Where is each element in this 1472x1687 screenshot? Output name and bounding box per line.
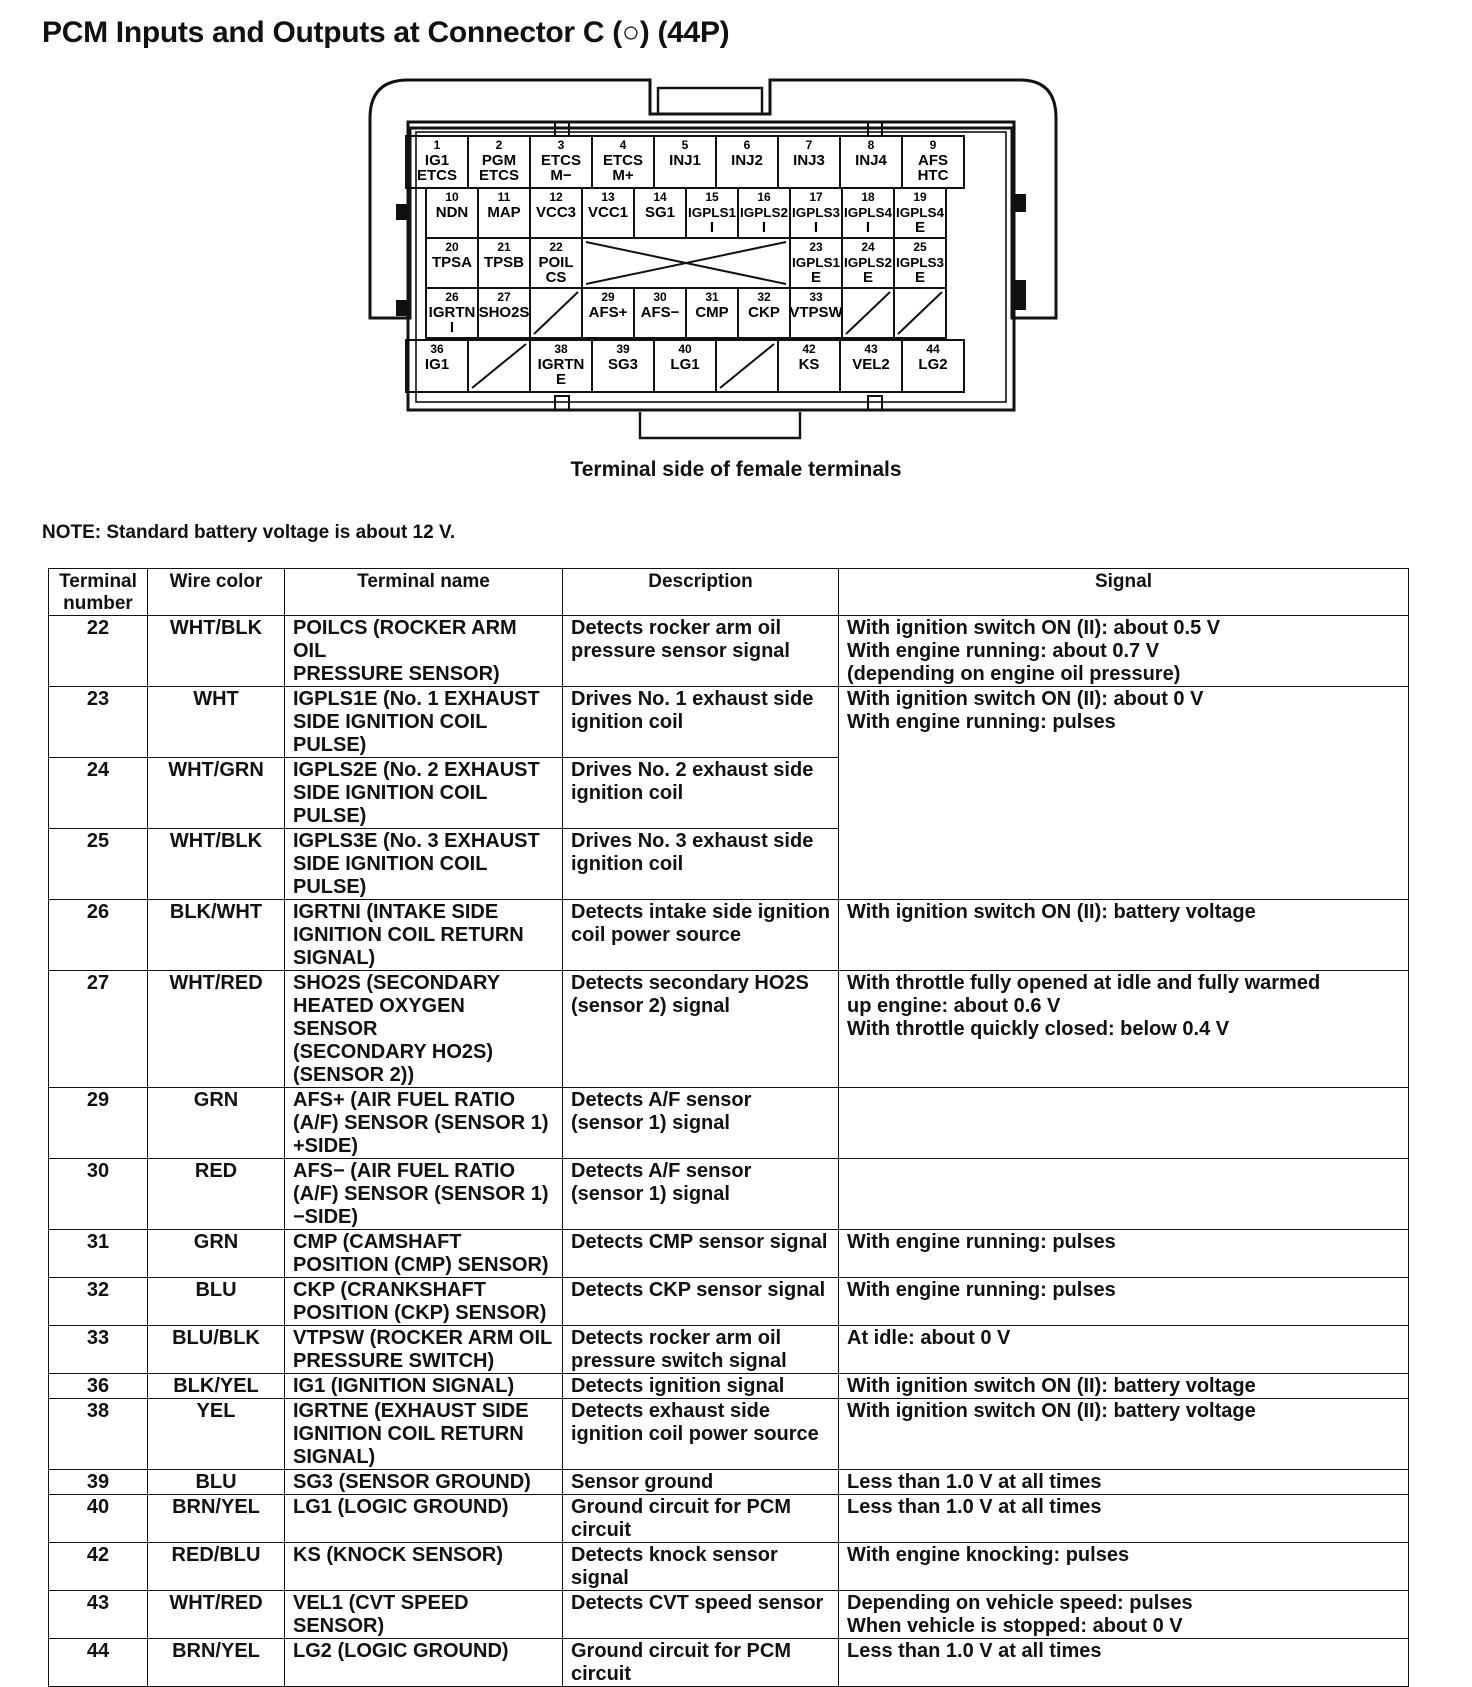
terminal-cell-44 (902, 340, 964, 392)
signal-cell: With ignition switch ON (II): battery voltage (839, 1399, 1409, 1470)
terminal-cell-label: E (914, 219, 926, 236)
terminal-cell-label: SG1 (644, 204, 676, 221)
terminal-cell-number: 16 (757, 190, 771, 204)
table-row (49, 758, 1409, 829)
signal-cell: With engine running: pulses (839, 1278, 1409, 1326)
terminal-cell-label: POIL (538, 254, 574, 271)
terminal-cell-label: M− (550, 167, 572, 184)
terminal-cell-30 (634, 288, 686, 338)
terminal-cell-32 (738, 288, 790, 338)
signal-cell (839, 1088, 1409, 1159)
terminal-number-cell: 40 (49, 1495, 148, 1543)
terminal-cell-12 (530, 188, 582, 238)
wire-color-cell: GRN (148, 1230, 285, 1278)
terminal-cell-17 (790, 188, 842, 238)
terminal-cell-39 (592, 340, 654, 392)
battery-voltage-note: NOTE: Standard battery voltage is about 12 V. (42, 522, 456, 543)
wire-color-cell: BLU (148, 1278, 285, 1326)
terminal-cell-number: 30 (653, 290, 667, 304)
wire-color-cell: BLK/YEL (148, 1374, 285, 1399)
wire-color-cell: RED (148, 1159, 285, 1230)
terminal-cell-label: E (914, 269, 926, 286)
terminal-cell-22 (530, 238, 582, 288)
terminal-cell-label: CMP (695, 304, 729, 321)
terminal-cell-label: E (862, 269, 874, 286)
terminal-cell-label: ETCS (602, 152, 644, 169)
terminal-cell-27 (478, 288, 530, 338)
terminal-cell-label: CKP (748, 304, 780, 321)
table-row (49, 1495, 1409, 1543)
signal-cell: Less than 1.0 V at all times (839, 1639, 1409, 1687)
terminal-cell-number: 25 (913, 240, 927, 254)
terminal-cell-label: E (810, 269, 822, 286)
signal-cell: With throttle fully opened at idle and fully warmed up engine: about 0.6 V With throttle quickly closed: below 0.4 V (839, 971, 1409, 1088)
signal-cell: With engine running: pulses (839, 1230, 1409, 1278)
description-cell: Drives No. 2 exhaust side ignition coil (563, 758, 839, 829)
signal-cell: With ignition switch ON (II): battery voltage (839, 1374, 1409, 1399)
terminal-cell-number: 5 (681, 138, 689, 152)
terminal-number-cell: 22 (49, 616, 148, 687)
signal-cell: With engine knocking: pulses (839, 1543, 1409, 1591)
terminal-cell-label: IGPLS4 (844, 205, 893, 220)
wire-color-cell: WHT/GRN (148, 758, 285, 829)
wire-color-cell: WHT/RED (148, 971, 285, 1088)
terminal-cell-13 (582, 188, 634, 238)
table-row (49, 1591, 1409, 1639)
terminal-number-cell: 25 (49, 829, 148, 900)
terminal-cell-label: SHO2S (478, 304, 530, 321)
terminal-cell-7 (778, 136, 840, 188)
terminal-cell-number: 21 (497, 240, 511, 254)
terminal-name-cell: IGRTNE (EXHAUST SIDE IGNITION COIL RETURN SIGNAL) (285, 1399, 563, 1470)
terminal-cell-label: CS (545, 269, 567, 286)
terminal-cell-number: 18 (861, 190, 875, 204)
terminal-cell-label: INJ4 (855, 152, 887, 169)
terminal-cell-number: 26 (445, 290, 459, 304)
terminal-cell-number: 24 (861, 240, 875, 254)
terminal-number-cell: 26 (49, 900, 148, 971)
terminal-cell-8 (840, 136, 902, 188)
wire-color-cell: YEL (148, 1399, 285, 1470)
table-row (49, 1230, 1409, 1278)
connector-caption: Terminal side of female terminals (570, 458, 902, 481)
terminal-cell-label: VTPSW (789, 304, 843, 321)
terminal-cell-18 (842, 188, 894, 238)
connector-housing (370, 80, 1056, 438)
terminal-cell-6 (716, 136, 778, 188)
terminal-cell-label: PGM (481, 152, 517, 169)
signal-cell: With ignition switch ON (II): battery voltage (839, 900, 1409, 971)
terminal-cell-11 (478, 188, 530, 238)
terminal-number-cell: 27 (49, 971, 148, 1088)
terminal-cell-number: 39 (616, 342, 630, 356)
terminal-cell-number: 43 (864, 342, 878, 356)
terminal-cell-number: 32 (757, 290, 771, 304)
terminal-cell-number: 17 (809, 190, 823, 204)
terminal-cell-label: AFS− (640, 304, 680, 321)
description-cell: Detects intake side ignition coil power source (563, 900, 839, 971)
terminal-number-cell: 29 (49, 1088, 148, 1159)
terminal-cell-2 (468, 136, 530, 188)
table-row (49, 1639, 1409, 1687)
terminal-name-cell: SG3 (SENSOR GROUND) (285, 1470, 563, 1495)
terminal-cell-number: 23 (809, 240, 823, 254)
terminal-cell-29 (582, 288, 634, 338)
header-description: Description (563, 569, 839, 616)
description-cell: Ground circuit for PCM circuit (563, 1495, 839, 1543)
terminal-cell-3 (530, 136, 592, 188)
terminal-cell-number: 7 (805, 138, 813, 152)
terminal-number-cell: 39 (49, 1470, 148, 1495)
signal-cell (839, 1159, 1409, 1230)
table-row (49, 900, 1409, 971)
terminal-cell-label: IGRTN (428, 304, 476, 321)
description-cell: Ground circuit for PCM circuit (563, 1639, 839, 1687)
terminal-cell-26 (426, 288, 478, 338)
terminal-cell-label: ETCS (478, 167, 520, 184)
terminal-number-cell: 43 (49, 1591, 148, 1639)
table-row (49, 1326, 1409, 1374)
header-signal: Signal (839, 569, 1409, 616)
terminal-cell-number: 14 (653, 190, 667, 204)
terminal-cell-label: LG1 (670, 356, 700, 373)
terminal-cell-label: VEL2 (852, 356, 890, 373)
terminal-cell-15 (686, 188, 738, 238)
terminal-cell-25 (894, 238, 946, 288)
description-cell: Detects rocker arm oil pressure sensor signal (563, 616, 839, 687)
terminal-cell-9 (902, 136, 964, 188)
table-row (49, 971, 1409, 1088)
terminal-cell-number: 19 (913, 190, 927, 204)
terminal-cell-number: 4 (619, 138, 627, 152)
terminal-cell-4 (592, 136, 654, 188)
terminal-cell-16 (738, 188, 790, 238)
terminal-name-cell: IGPLS1E (No. 1 EXHAUST SIDE IGNITION COIL PULSE) (285, 687, 563, 758)
terminal-cell-24 (842, 238, 894, 288)
terminal-cell-label: IGPLS1 (688, 205, 736, 220)
terminal-cell-label: E (555, 371, 567, 388)
header-terminal-number: Terminal number (49, 569, 148, 616)
terminal-cell-38 (530, 340, 592, 392)
description-cell: Detects CVT speed sensor (563, 1591, 839, 1639)
terminal-cell-label: INJ2 (731, 152, 763, 169)
terminal-cell-label: LG2 (918, 356, 948, 373)
terminal-cell-label: TPSB (483, 254, 525, 271)
terminal-number-cell: 33 (49, 1326, 148, 1374)
wire-color-cell: GRN (148, 1088, 285, 1159)
terminal-cell-20 (426, 238, 478, 288)
terminal-cell-number: 27 (497, 290, 511, 304)
wire-color-cell: WHT/BLK (148, 616, 285, 687)
description-cell: Detects A/F sensor (sensor 1) signal (563, 1159, 839, 1230)
signal-cell: With ignition switch ON (II): about 0.5 V With engine running: about 0.7 V (depending on engine oil pressure) (839, 616, 1409, 687)
terminal-name-cell: IG1 (IGNITION SIGNAL) (285, 1374, 563, 1399)
terminal-cell-label: VCC1 (587, 204, 629, 221)
table-body (49, 616, 1409, 1687)
wire-color-cell: BRN/YEL (148, 1495, 285, 1543)
description-cell: Detects A/F sensor (sensor 1) signal (563, 1088, 839, 1159)
description-cell: Detects rocker arm oil pressure switch signal (563, 1326, 839, 1374)
blank-slash (898, 292, 942, 334)
terminal-cell-31 (686, 288, 738, 338)
terminal-cell-label: IGPLS2 (844, 255, 892, 270)
description-cell: Detects ignition signal (563, 1374, 839, 1399)
signal-cell: Less than 1.0 V at all times (839, 1495, 1409, 1543)
page-title: PCM Inputs and Outputs at Connector C (○) (44P) (42, 16, 730, 49)
terminal-name-cell: VTPSW (ROCKER ARM OIL PRESSURE SWITCH) (285, 1326, 563, 1374)
terminal-cell-number: 38 (554, 342, 568, 356)
table-header-row (49, 569, 1409, 616)
terminal-cell-label: ETCS (540, 152, 582, 169)
wire-color-cell: BLU/BLK (148, 1326, 285, 1374)
terminal-number-cell: 42 (49, 1543, 148, 1591)
terminal-cell-label: ETCS (416, 167, 458, 184)
wire-color-cell: RED/BLU (148, 1543, 285, 1591)
terminal-cell-label: KS (798, 356, 820, 373)
terminal-cell-label: SG3 (607, 356, 639, 373)
terminal-cell-number: 12 (549, 190, 563, 204)
terminal-cell-21 (478, 238, 530, 288)
terminal-cell-number: 2 (495, 138, 503, 152)
terminal-cell-40 (654, 340, 716, 392)
terminal-cell-5 (654, 136, 716, 188)
terminal-name-cell: VEL1 (CVT SPEED SENSOR) (285, 1591, 563, 1639)
terminal-name-cell: KS (KNOCK SENSOR) (285, 1543, 563, 1591)
terminal-cell-label: VCC3 (535, 204, 577, 221)
terminal-cell-label: IGPLS3 (896, 255, 944, 270)
terminal-cell-label: I (813, 219, 819, 236)
wire-color-cell: BRN/YEL (148, 1639, 285, 1687)
terminal-cell-23 (790, 238, 842, 288)
table-row (49, 687, 1409, 758)
description-cell: Detects exhaust side ignition coil power source (563, 1399, 839, 1470)
terminal-cell-number: 3 (557, 138, 565, 152)
terminal-cell-number: 40 (678, 342, 692, 356)
terminal-cell-number: 15 (705, 190, 719, 204)
terminal-cell-number: 1 (433, 138, 441, 152)
terminal-cell-label: AFS+ (588, 304, 628, 321)
terminal-name-cell: IGPLS3E (No. 3 EXHAUST SIDE IGNITION COIL PULSE) (285, 829, 563, 900)
table-row (49, 1278, 1409, 1326)
terminal-cell-label: IG1 (424, 152, 450, 169)
terminal-cell-19 (894, 188, 946, 238)
terminal-cell-label: IGPLS2 (740, 205, 788, 220)
wire-color-cell: WHT (148, 687, 285, 758)
wire-color-cell: BLK/WHT (148, 900, 285, 971)
terminal-name-cell: AFS− (AIR FUEL RATIO (A/F) SENSOR (SENSOR 1) −SIDE) (285, 1159, 563, 1230)
terminal-cell-label: INJ1 (669, 152, 701, 169)
terminal-cell-number: 6 (743, 138, 751, 152)
terminal-number-cell: 36 (49, 1374, 148, 1399)
blank-slash (720, 344, 774, 388)
terminal-cell-number: 22 (549, 240, 563, 254)
table-row (49, 1399, 1409, 1470)
terminal-table (48, 568, 1409, 1687)
terminal-cell-label: AFS (918, 152, 948, 169)
wire-color-cell: WHT/RED (148, 1591, 285, 1639)
terminal-cell-number: 29 (601, 290, 615, 304)
table-row (49, 1470, 1409, 1495)
description-cell: Detects knock sensor signal (563, 1543, 839, 1591)
connector-drawing (360, 78, 1100, 448)
table-row (49, 1543, 1409, 1591)
blank-slash (472, 344, 526, 388)
signal-cell (839, 829, 1409, 900)
wire-color-cell: BLU (148, 1470, 285, 1495)
table-row (49, 616, 1409, 687)
wire-color-cell: WHT/BLK (148, 829, 285, 900)
terminal-cell-number: 20 (445, 240, 459, 254)
terminal-name-cell: CMP (CAMSHAFT POSITION (CMP) SENSOR) (285, 1230, 563, 1278)
terminal-cell-43 (840, 340, 902, 392)
blank-slash (534, 292, 578, 334)
table-row (49, 1088, 1409, 1159)
terminal-cell-label: I (709, 219, 715, 236)
terminal-cell-number: 44 (926, 342, 940, 356)
terminal-cell-label: M+ (612, 167, 634, 184)
terminal-cell-number: 10 (445, 190, 459, 204)
terminal-cell-label: TPSA (431, 254, 473, 271)
description-cell: Detects CMP sensor signal (563, 1230, 839, 1278)
terminal-cell-label: IGPLS4 (896, 205, 945, 220)
terminal-number-cell: 30 (49, 1159, 148, 1230)
terminal-cell-number: 31 (705, 290, 719, 304)
signal-cell: Less than 1.0 V at all times (839, 1470, 1409, 1495)
terminal-number-cell: 23 (49, 687, 148, 758)
terminal-name-cell: IGPLS2E (No. 2 EXHAUST SIDE IGNITION COIL PULSE) (285, 758, 563, 829)
terminal-cell-label: NDN (435, 204, 469, 221)
terminal-number-cell: 44 (49, 1639, 148, 1687)
terminal-number-cell: 32 (49, 1278, 148, 1326)
description-cell: Drives No. 1 exhaust side ignition coil (563, 687, 839, 758)
terminal-cell-number: 36 (430, 342, 444, 356)
terminal-cell-42 (778, 340, 840, 392)
terminal-name-cell: LG2 (LOGIC GROUND) (285, 1639, 563, 1687)
terminal-cell-10 (426, 188, 478, 238)
terminal-number-cell: 38 (49, 1399, 148, 1470)
terminal-cell-number: 11 (497, 190, 511, 204)
signal-cell: With ignition switch ON (II): about 0 V With engine running: pulses (839, 687, 1409, 758)
terminal-cell-label: INJ3 (793, 152, 825, 169)
terminal-cell-label: MAP (487, 204, 521, 221)
description-cell: Drives No. 3 exhaust side ignition coil (563, 829, 839, 900)
description-cell: Detects secondary HO2S (sensor 2) signal (563, 971, 839, 1088)
signal-cell (839, 758, 1409, 829)
terminal-cell-14 (634, 188, 686, 238)
connector-diagram (360, 78, 1100, 448)
terminal-number-cell: 24 (49, 758, 148, 829)
terminal-number-cell: 31 (49, 1230, 148, 1278)
terminal-cell-label: I (449, 319, 455, 336)
terminal-cell-33 (789, 288, 843, 338)
terminal-name-cell: LG1 (LOGIC GROUND) (285, 1495, 563, 1543)
description-cell: Sensor ground (563, 1470, 839, 1495)
terminal-cell-label: IGRTN (537, 356, 585, 373)
terminal-cell-number: 8 (867, 138, 875, 152)
terminal-cell-number: 9 (929, 138, 937, 152)
header-wire-color: Wire color (148, 569, 285, 616)
terminal-name-cell: IGRTNI (INTAKE SIDE IGNITION COIL RETURN SIGNAL) (285, 900, 563, 971)
terminal-cell-number: 13 (601, 190, 615, 204)
header-terminal-name: Terminal name (285, 569, 563, 616)
terminal-cell-label: IGPLS1 (792, 255, 840, 270)
terminal-cell-number: 42 (802, 342, 816, 356)
terminal-cell-label: HTC (917, 167, 949, 184)
table-row (49, 1374, 1409, 1399)
terminal-cell-number: 33 (809, 290, 823, 304)
table-row (49, 1159, 1409, 1230)
terminal-cell-label: IG1 (424, 356, 450, 373)
terminal-cell-label: IGPLS3 (792, 205, 840, 220)
terminal-name-cell: AFS+ (AIR FUEL RATIO (A/F) SENSOR (SENSOR 1) +SIDE) (285, 1088, 563, 1159)
blank-slash (846, 292, 890, 334)
description-cell: Detects CKP sensor signal (563, 1278, 839, 1326)
terminal-name-cell: POILCS (ROCKER ARM OIL PRESSURE SENSOR) (285, 616, 563, 687)
terminal-name-cell: SHO2S (SECONDARY HEATED OXYGEN SENSOR (SECONDARY HO2S) (SENSOR 2)) (285, 971, 563, 1088)
signal-cell: At idle: about 0 V (839, 1326, 1409, 1374)
terminal-cell-label: I (865, 219, 871, 236)
terminal-cell-label: I (761, 219, 767, 236)
signal-cell: Depending on vehicle speed: pulses When vehicle is stopped: about 0 V (839, 1591, 1409, 1639)
table-row (49, 829, 1409, 900)
terminal-name-cell: CKP (CRANKSHAFT POSITION (CKP) SENSOR) (285, 1278, 563, 1326)
